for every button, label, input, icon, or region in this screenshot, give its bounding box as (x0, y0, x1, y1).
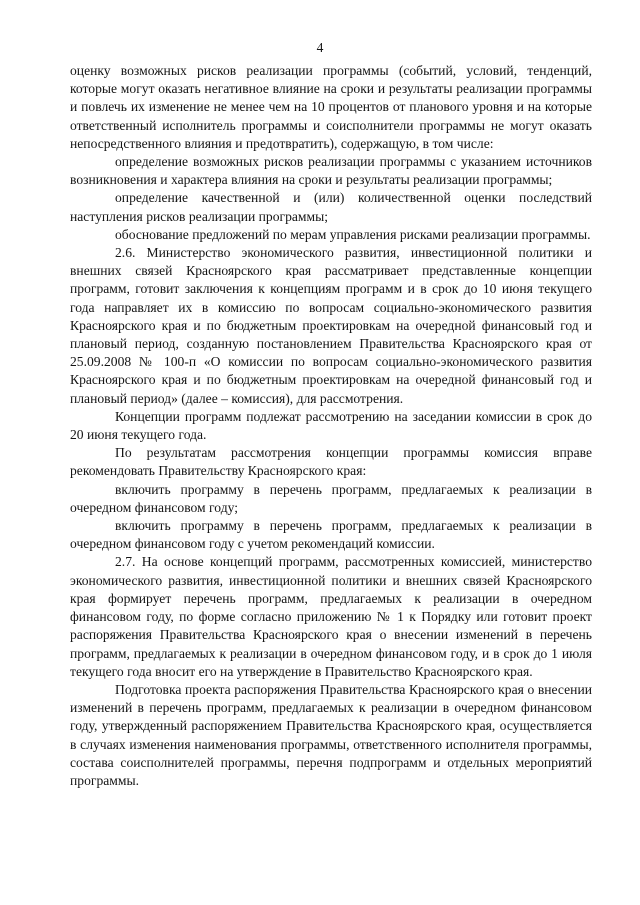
paragraph-risk-assessment: оценку возможных рисков реализации программы (событий, условий, тенденций, которые могут оказать негативное влияние на сроки и результаты реализации программы и повлечь их изменение не менее чем на 10 процентов от планового уровня и на которые ответственный исполнитель программы и соисполнители программы не могут оказать непосредственного влияния и предотвратить), содержащую, в том числе: (70, 63, 592, 151)
paragraph-include-program-with-recommendations: включить программу в перечень программ, предлагаемых к реализации в очередном финансовом году с учетом рекомендаций комиссии. (70, 518, 592, 552)
paragraph-section-2-7: 2.7. На основе концепций программ, рассмотренных комиссией, министерство экономического развития, инвестиционной политики и внешних связей Красноярского края формирует перечень программ, предлагаемых к реализации в очередном финансовом году, по форме согласно приложению № 1 к Порядку или готовит проект распоряжения Правительства Красноярского края о внесении изменений в перечень программ, предлагаемых к реализации в очередном финансовом году, и в срок до 1 июля текущего года вносит его на утверждение в Правительство Красноярского края. (70, 554, 592, 679)
document-body (70, 62, 592, 790)
paragraph-section-2-6: 2.6. Министерство экономического развития, инвестиционной политики и внешних связей Красноярского края рассматривает представленные концепции программ, готовит заключения к концепциям программ и в срок до 10 июня текущего года направляет их в комиссию по вопросам социально-экономического развития Красноярского края и по бюджетным проектировкам на очередной финансовый год и плановый период, созданную постановлением Правительства Красноярского края от 25.09.2008 № 100-п «О комиссии по вопросам социально-экономического развития Красноярского края и по бюджетным проектировкам на очередной финансовый год и плановый период» (далее – комиссия), для рассмотрения. (70, 245, 592, 406)
paragraph-risk-identification: определение возможных рисков реализации программы с указанием источников возникновения и характера влияния на сроки и результаты реализации программы; (70, 154, 592, 188)
paragraph-commission-recommendation: По результатам рассмотрения концепции программы комиссия вправе рекомендовать Правительству Красноярского края: (70, 445, 592, 479)
paragraph-include-program: включить программу в перечень программ, предлагаемых к реализации в очередном финансовом году; (70, 481, 592, 515)
paragraph-risk-evaluation: определение качественной и (или) количественной оценки последствий наступления рисков реализации программы; (70, 190, 592, 224)
paragraph-review-deadline: Концепции программ подлежат рассмотрению на заседании комиссии в срок до 20 июня текущего года. (70, 408, 592, 443)
paragraph-risk-management: обоснование предложений по мерам управления рисками реализации программы. (115, 226, 591, 242)
paragraph-draft-order: Подготовка проекта распоряжения Правительства Красноярского края о внесении изменений в перечень программ, предлагаемых к реализации в очередном финансовом году, утвержденный распоряжением Правительства Красноярского края, осуществляется в случаях изменения наименования программы, ответственного исполнителя программы, состава соисполнителей программы, перечня подпрограмм и отдельных мероприятий программы. (70, 681, 592, 788)
page-number: 4 (316, 40, 324, 55)
